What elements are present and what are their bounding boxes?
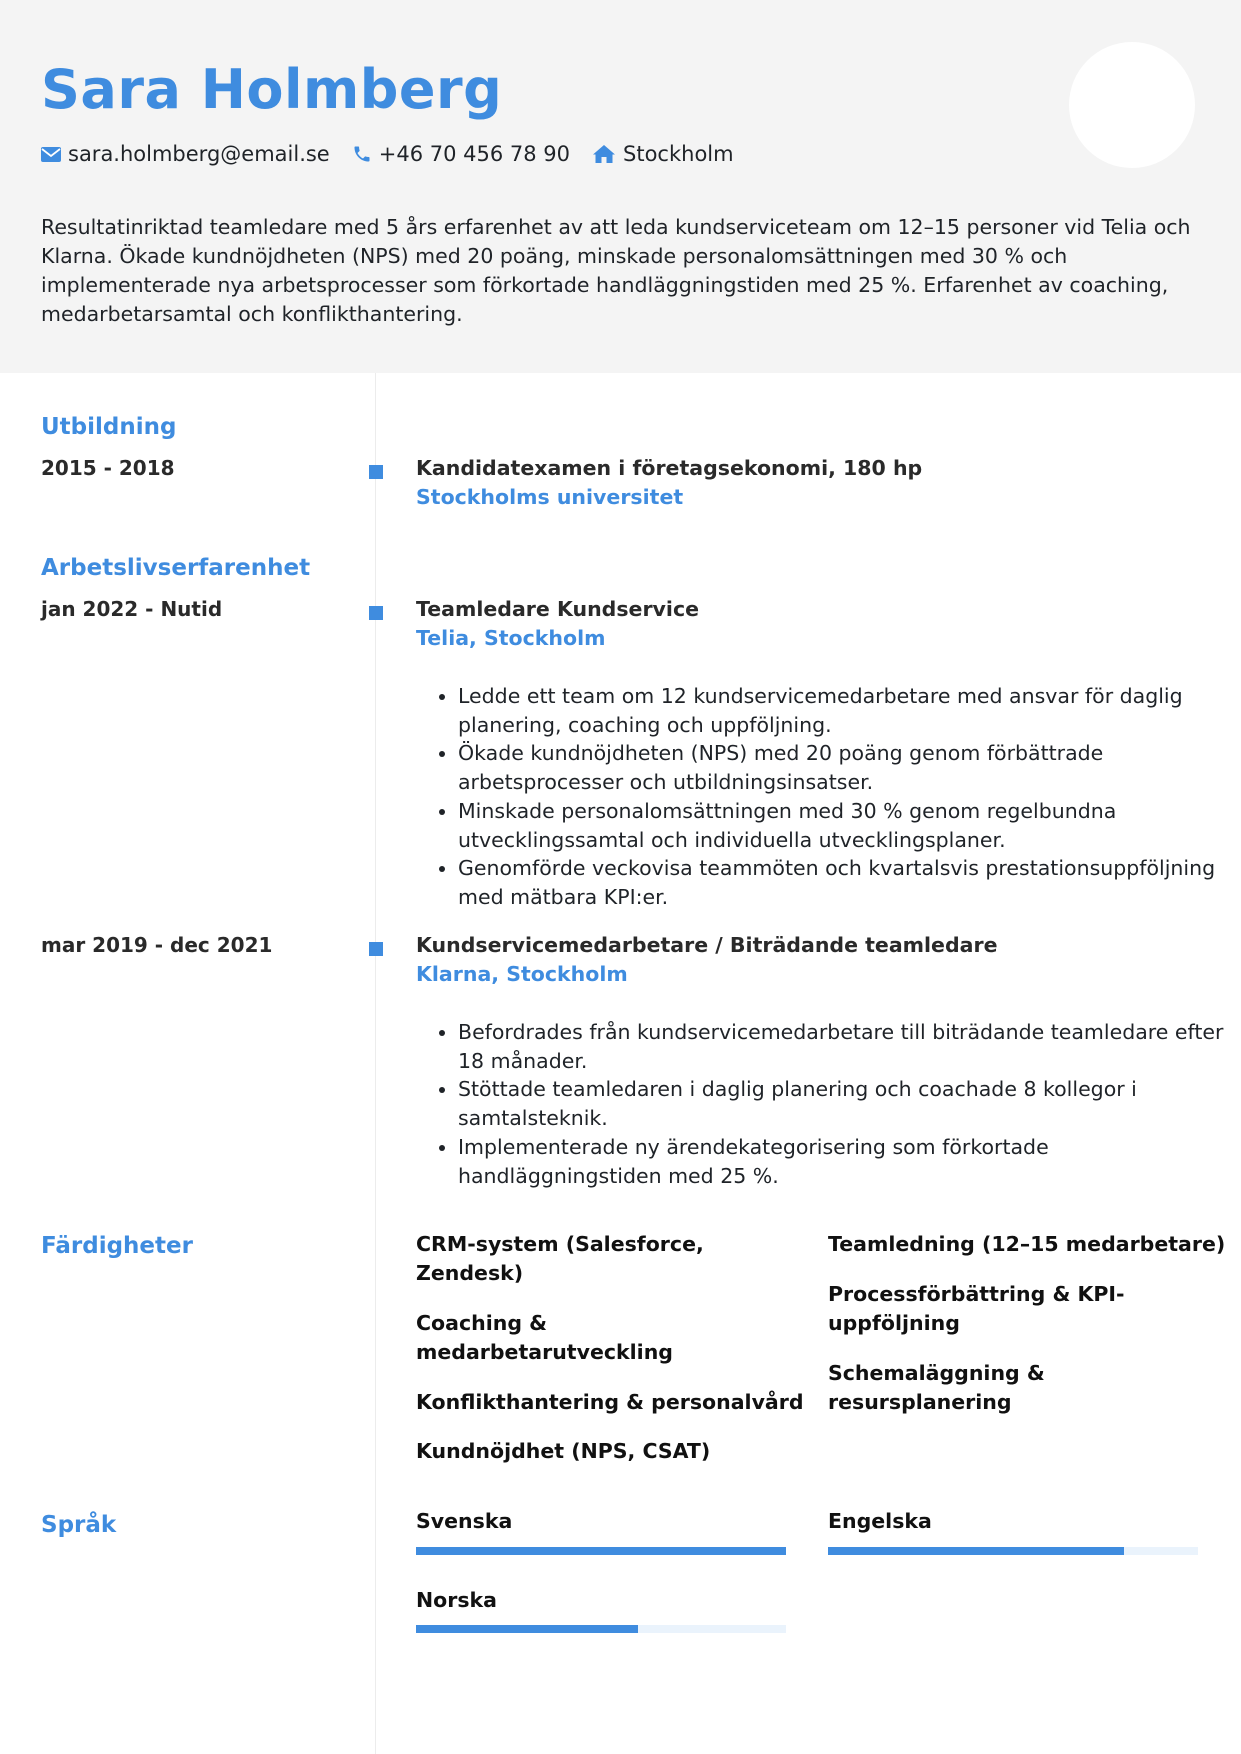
candidate-name: Sara Holmberg	[41, 58, 503, 121]
language-level-bar	[416, 1547, 786, 1555]
skill-item: Schemaläggning & resursplanering	[828, 1361, 1045, 1414]
job-title: Teamledare Kundservice	[416, 597, 699, 621]
language-level-bar	[416, 1625, 786, 1633]
contact-location	[592, 142, 734, 166]
job-bullet: • Stöttade teamledaren i daglig planering och coachade 8 kollegor i samtalsteknik.	[458, 1075, 1241, 1132]
job-bullet: • Genomförde veckovisa teammöten och kvartalsvis prestationsuppföljning med mätbara KPI:er.	[458, 854, 1241, 911]
language-level-fill	[416, 1547, 786, 1555]
skill-item: Teamledning (12–15 medarbetare)	[828, 1232, 1226, 1256]
job-bullet: • Implementerade ny ärendekategorisering som förkortade handläggningstiden med 25 %.	[458, 1133, 1241, 1190]
experience-date: mar 2019 - dec 2021	[41, 933, 273, 957]
language-level-fill	[828, 1547, 1124, 1555]
job-bullet: • Ökade kundnöjdheten (NPS) med 20 poäng genom förbättrade arbetsprocesser och utbildningsinsatser.	[458, 739, 1241, 796]
section-title-languages: Språk	[41, 1512, 117, 1538]
timeline-marker	[369, 942, 383, 956]
envelope-icon	[41, 147, 61, 162]
language-level-fill	[416, 1625, 638, 1633]
contact-email[interactable]	[41, 142, 330, 166]
email-text: sara.holmberg@email.se	[68, 142, 330, 166]
job-bullet: • Minskade personalomsättningen med 30 % genom regelbundna utvecklingssamtal och individuella utvecklingsplaner.	[458, 797, 1241, 854]
language-name: Svenska	[416, 1509, 513, 1533]
section-title-education: Utbildning	[41, 414, 177, 440]
location-text: Stockholm	[623, 142, 734, 166]
language-name: Norska	[416, 1588, 498, 1612]
timeline-divider	[375, 373, 376, 1754]
skill-item: CRM-system (Salesforce, Zendesk)	[416, 1232, 704, 1285]
skill-item: Kundnöjdhet (NPS, CSAT)	[416, 1439, 711, 1463]
job-bullet: • Befordrades från kundservicemedarbetare till biträdande teamledare efter 18 månader.	[458, 1018, 1241, 1075]
job-company: Klarna, Stockholm	[416, 962, 628, 986]
job-title: Kundservicemedarbetare / Biträdande teamledare	[416, 933, 998, 957]
experience-date: jan 2022 - Nutid	[41, 597, 223, 621]
phone-text: +46 70 456 78 90	[378, 142, 571, 166]
contact-phone[interactable]	[352, 142, 570, 166]
timeline-marker	[369, 606, 383, 620]
section-title-experience: Arbetslivserfarenhet	[41, 555, 311, 581]
home-icon	[592, 144, 616, 164]
profile-summary: Resultatinriktad teamledare med 5 års erfarenhet av att leda kundserviceteam om 12–15 personer vid Telia och Klarna. Ökade kundnöjdheten (NPS) med 20 poäng, minskade personalomsättningen med 30 % och implementerade nya arbetsprocesser som förkortade handläggningstiden med 25 %. Erfarenhet av coaching, medarbetarsamtal och konflikthantering.	[41, 215, 1191, 326]
education-school: Stockholms universitet	[416, 485, 684, 509]
job-bullet: • Ledde ett team om 12 kundservicemedarbetare med ansvar för daglig planering, coaching och uppföljning.	[458, 682, 1241, 739]
contact-info	[41, 142, 756, 166]
education-degree: Kandidatexamen i företagsekonomi, 180 hp	[416, 456, 923, 480]
skill-item: Processförbättring & KPI-uppföljning	[828, 1282, 1125, 1335]
profile-photo-placeholder	[1069, 42, 1195, 168]
education-date: 2015 - 2018	[41, 456, 175, 480]
job-bullet-list	[416, 682, 1241, 912]
phone-icon	[352, 144, 372, 164]
skill-item: Coaching & medarbetarutveckling	[416, 1311, 673, 1364]
skill-item: Konflikthantering & personalvård	[416, 1390, 804, 1414]
job-bullet-list	[416, 1018, 1241, 1190]
job-company: Telia, Stockholm	[416, 626, 606, 650]
language-name: Engelska	[828, 1509, 932, 1533]
section-title-skills: Färdigheter	[41, 1233, 193, 1259]
timeline-marker	[369, 465, 383, 479]
language-level-bar	[828, 1547, 1198, 1555]
header-band	[0, 0, 1241, 373]
